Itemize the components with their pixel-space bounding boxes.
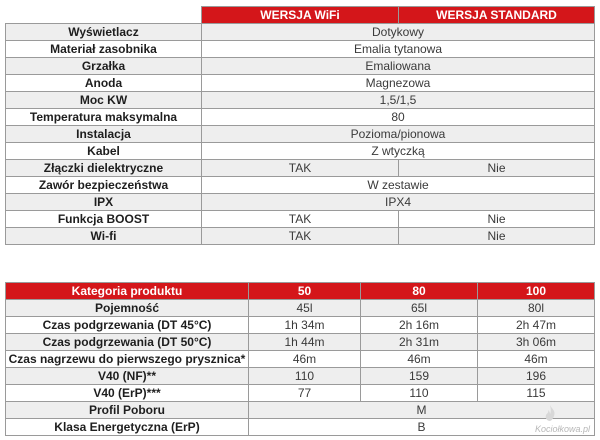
table-row <box>6 160 595 177</box>
table-row <box>6 228 595 245</box>
row-value-wifi: TAK <box>202 211 399 228</box>
row-label: Moc KW <box>6 92 202 109</box>
row-value-100: 196 <box>478 368 595 385</box>
row-value-100: 80l <box>478 300 595 317</box>
row-label: Czas nagrzewu do pierwszego prysznica* <box>6 351 249 368</box>
row-value-50: 1h 34m <box>249 317 361 334</box>
row-value-50: 110 <box>249 368 361 385</box>
row-value-merged: Pozioma/pionowa <box>202 126 595 143</box>
table-row <box>6 211 595 228</box>
row-label: Materiał zasobnika <box>6 41 202 58</box>
spec-table-capacities <box>5 282 595 436</box>
row-value-merged: 1,5/1,5 <box>202 92 595 109</box>
table-row <box>6 385 595 402</box>
row-value-80: 46m <box>361 351 478 368</box>
row-value-50: 45l <box>249 300 361 317</box>
row-value-50: 1h 44m <box>249 334 361 351</box>
row-label: Profil Poboru <box>6 402 249 419</box>
row-value-wifi: TAK <box>202 160 399 177</box>
row-value-merged: Emalia tytanowa <box>202 41 595 58</box>
row-value-100: 2h 47m <box>478 317 595 334</box>
spec-table-versions <box>5 6 595 245</box>
watermark-text: Kociołkowa.pl <box>534 424 590 434</box>
row-value-50: 77 <box>249 385 361 402</box>
table-row <box>6 177 595 194</box>
row-label: Temperatura maksymalna <box>6 109 202 126</box>
row-label: Anoda <box>6 75 202 92</box>
row-label: Złączki dielektryczne <box>6 160 202 177</box>
row-value-merged: Emaliowana <box>202 58 595 75</box>
row-label: Kabel <box>6 143 202 160</box>
header-standard: WERSJA STANDARD <box>399 7 595 24</box>
table-row <box>6 368 595 385</box>
table-row <box>6 194 595 211</box>
header-wifi: WERSJA WiFi <box>202 7 399 24</box>
table-header-row <box>6 7 595 24</box>
row-label: Grzałka <box>6 58 202 75</box>
row-value-wifi: TAK <box>202 228 399 245</box>
table-row <box>6 143 595 160</box>
table-row <box>6 41 595 58</box>
row-label: V40 (NF)** <box>6 368 249 385</box>
row-value-merged: Z wtyczką <box>202 143 595 160</box>
row-label: Wi-fi <box>6 228 202 245</box>
capacity-table-body <box>6 300 595 436</box>
spec-table-body <box>6 24 595 245</box>
row-value-merged: Dotykowy <box>202 24 595 41</box>
table-row <box>6 300 595 317</box>
row-label: V40 (ErP)*** <box>6 385 249 402</box>
row-label: IPX <box>6 194 202 211</box>
header-category: Kategoria produktu <box>6 283 249 300</box>
row-value-merged: 80 <box>202 109 595 126</box>
row-label: Funkcja BOOST <box>6 211 202 228</box>
row-value-merged: M <box>249 402 595 419</box>
row-label: Czas podgrzewania (DT 50°C) <box>6 334 249 351</box>
row-value-merged: Magnezowa <box>202 75 595 92</box>
row-value-80: 159 <box>361 368 478 385</box>
row-value-standard: Nie <box>399 160 595 177</box>
table-row <box>6 58 595 75</box>
row-value-100: 115 <box>478 385 595 402</box>
table-row <box>6 419 595 436</box>
row-value-standard: Nie <box>399 211 595 228</box>
header-50: 50 <box>249 283 361 300</box>
row-label: Pojemność <box>6 300 249 317</box>
row-value-100: 46m <box>478 351 595 368</box>
table-row <box>6 334 595 351</box>
table-row <box>6 109 595 126</box>
header-80: 80 <box>361 283 478 300</box>
row-value-50: 46m <box>249 351 361 368</box>
row-value-standard: Nie <box>399 228 595 245</box>
table-row <box>6 317 595 334</box>
row-value-80: 2h 16m <box>361 317 478 334</box>
row-value-merged: IPX4 <box>202 194 595 211</box>
header-blank-cell <box>6 7 202 24</box>
row-label: Zawór bezpieczeństwa <box>6 177 202 194</box>
header-100: 100 <box>478 283 595 300</box>
row-label: Klasa Energetyczna (ErP) <box>6 419 249 436</box>
row-value-merged: B <box>249 419 595 436</box>
row-label: Instalacja <box>6 126 202 143</box>
flame-logo-icon <box>542 404 558 422</box>
row-label: Wyświetlacz <box>6 24 202 41</box>
row-value-100: 3h 06m <box>478 334 595 351</box>
table-row <box>6 24 595 41</box>
row-value-80: 110 <box>361 385 478 402</box>
table-row <box>6 351 595 368</box>
row-value-merged: W zestawie <box>202 177 595 194</box>
table-row <box>6 75 595 92</box>
table-row <box>6 92 595 109</box>
table-row <box>6 402 595 419</box>
table-header-row <box>6 283 595 300</box>
row-value-80: 65l <box>361 300 478 317</box>
row-label: Czas podgrzewania (DT 45°C) <box>6 317 249 334</box>
table-row <box>6 126 595 143</box>
row-value-80: 2h 31m <box>361 334 478 351</box>
